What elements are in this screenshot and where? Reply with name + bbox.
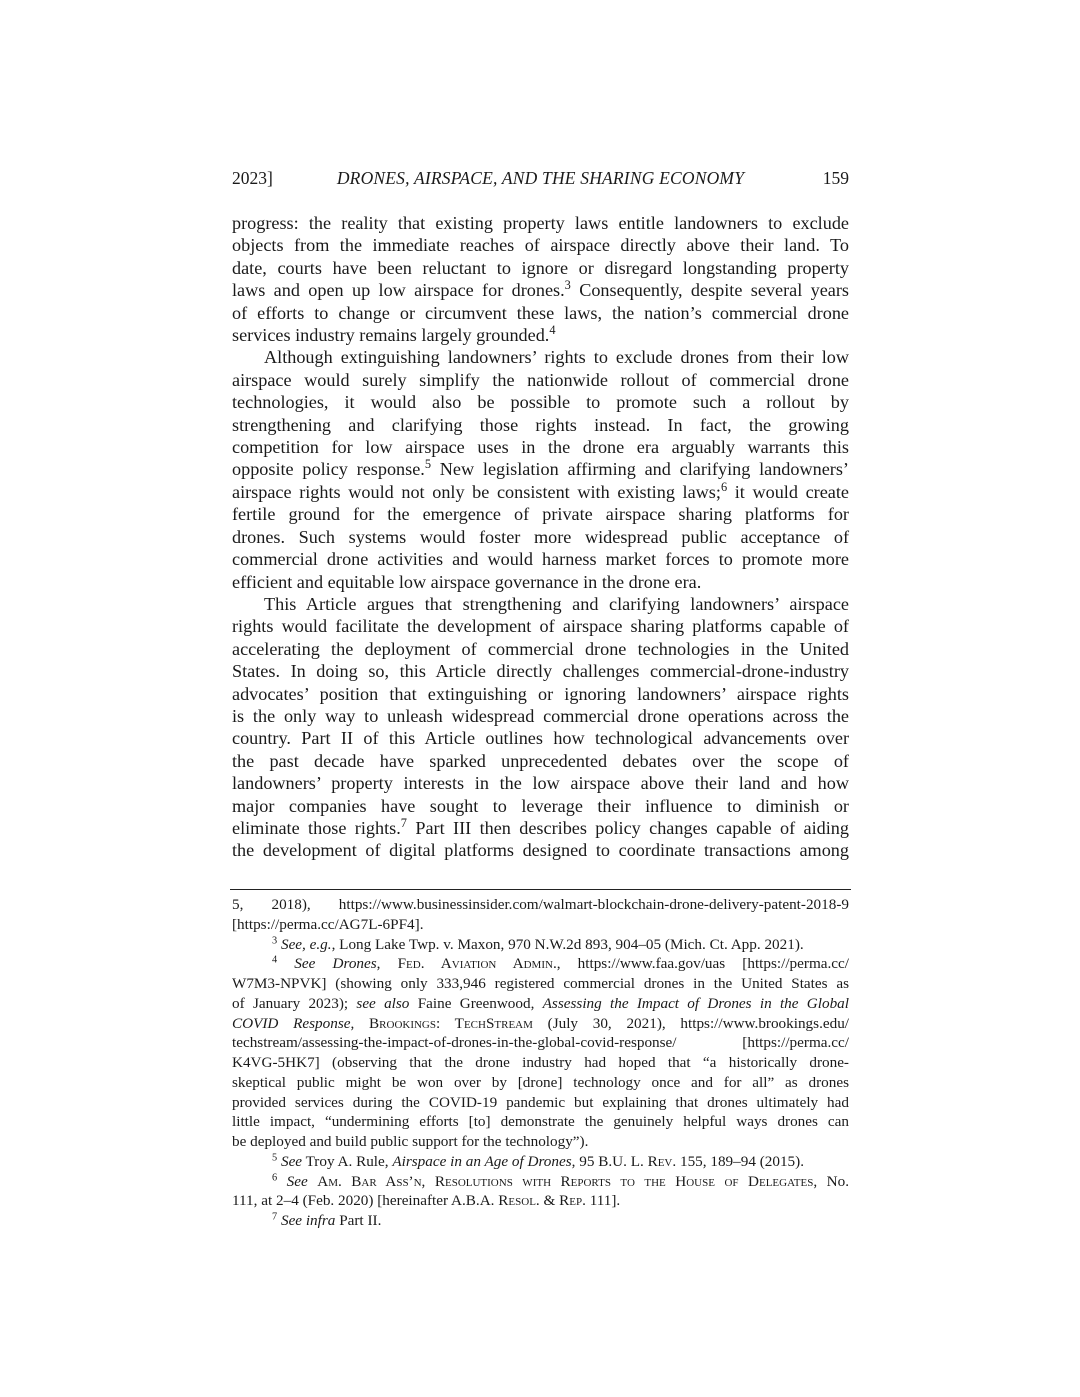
text-run: technologies, it would also be possible to promote such a rollout by: [232, 392, 849, 413]
text-line: [232, 1053, 849, 1073]
text-run: little impact, “undermining efforts [to] demonstrate the genuinely helpful ways drones can: [232, 1113, 849, 1131]
text-line: [232, 481, 849, 503]
text-line: [232, 234, 849, 256]
text-line: [232, 615, 849, 637]
text-line: [232, 1152, 849, 1172]
text-run: services industry remains largely grounded.: [232, 325, 550, 346]
text-run: Part II.: [335, 1212, 382, 1229]
text-run: opposite policy response.: [232, 459, 425, 480]
text-run: the past decade have sparked unprecedented debates over the scope of: [232, 750, 849, 771]
text-line: [232, 839, 849, 861]
text-line: [232, 1014, 849, 1034]
text-run: Although extinguishing landowners’ rights to exclude drones from their low: [264, 347, 849, 368]
text-line: [232, 727, 849, 749]
text-line: [232, 346, 849, 368]
text-line: [232, 458, 849, 480]
text-run: Part III then describes policy changes capable of aiding: [406, 817, 849, 838]
text-run: laws and open up low airspace for drones.: [232, 280, 565, 301]
text-run: (July 30, 2021), https://www.brookings.edu/: [532, 1014, 850, 1032]
footnote: [232, 935, 849, 955]
footnote: [232, 1172, 849, 1212]
text-line: [232, 772, 849, 794]
text-run: fertile ground for the emergence of private airspace sharing platforms for: [232, 504, 849, 525]
text-run: [https://perma.cc/AG7L-6PF4].: [232, 915, 424, 933]
text-run: eliminate those rights.: [232, 817, 401, 838]
footnote: [232, 895, 849, 935]
text-line: [232, 660, 849, 682]
text-run: See: [277, 1172, 308, 1190]
text-line: [232, 1112, 849, 1132]
text-run: See, e.g.: [277, 935, 332, 953]
text-run: see also: [356, 994, 410, 1012]
footnotes: [232, 895, 849, 1231]
text-run: Brookings: TechStream: [369, 1014, 533, 1032]
text-line: [232, 795, 849, 817]
text-line: [232, 1093, 849, 1113]
text-line: [232, 915, 849, 935]
text-run: drones. Such systems would foster more widespread public acceptance of: [232, 526, 849, 547]
text-run: of efforts to change or circumvent these laws, the nation’s commercial drone: [232, 302, 849, 323]
text-run: is the only way to unleash widespread commercial drone operations across the: [232, 705, 849, 726]
footnote-marker: 3: [272, 934, 278, 946]
text-run: Troy A. Rule,: [302, 1152, 393, 1170]
text-line: [232, 1132, 849, 1152]
footnote-marker: 7: [400, 816, 407, 831]
text-run: States. In doing so, this Article directly challenges commercial-drone-industry: [232, 661, 849, 682]
footnote-marker: 3: [564, 278, 571, 293]
text-line: [232, 1172, 849, 1192]
text-line: [232, 212, 849, 234]
text-run: [308, 1173, 318, 1190]
text-run: , https://www.faa.gov/uas [https://perma.cc/: [556, 955, 849, 973]
text-run: airspace rights would not only be consistent with existing laws;: [232, 481, 721, 502]
page-number: 159: [822, 168, 849, 188]
text-line: [232, 1211, 849, 1231]
text-run: Resol. & Rep.: [498, 1192, 586, 1210]
text-run: landowners’ property interests in the low airspace above their land and how: [232, 773, 849, 794]
paragraph: [232, 593, 849, 862]
footnote: [232, 1152, 849, 1172]
text-run: 111, at 2–4 (Feb. 2020) [hereinafter A.B.A.: [232, 1192, 499, 1210]
text-run: Am. Bar Ass’n, Resolutions with Reports to the House of Delegates: [317, 1172, 814, 1190]
text-run: progress: the reality that existing property laws entitle landowners to exclude: [232, 213, 849, 233]
text-run: of January 2023);: [232, 994, 357, 1012]
paragraph: [232, 346, 849, 592]
paragraph: [232, 212, 849, 346]
text-line: [232, 974, 849, 994]
text-line: [232, 414, 849, 436]
text-run: accelerating the deployment of commercial drone technologies in the United: [232, 638, 849, 659]
footnote-marker: 6: [272, 1171, 278, 1183]
text-run: Faine Greenwood,: [409, 994, 543, 1012]
text-line: [232, 436, 849, 458]
text-line: [232, 1191, 849, 1211]
text-run: major companies have sought to leverage their influence to diminish or: [232, 795, 849, 816]
text-line: [232, 593, 849, 615]
text-run: it would create: [727, 481, 849, 502]
text-line: [232, 705, 849, 727]
text-line: [232, 548, 849, 570]
text-line: [232, 257, 849, 279]
running-header: [232, 168, 849, 192]
text-run: , 95 B.U. L.: [571, 1152, 648, 1170]
text-run: be deployed and build public support for the technology”).: [232, 1133, 589, 1150]
footnote: [232, 954, 849, 1152]
body-text: [232, 212, 849, 862]
text-line: [232, 391, 849, 413]
text-line: [232, 503, 849, 525]
text-run: Consequently, despite several years: [570, 280, 850, 301]
footnote-marker: 6: [720, 480, 728, 495]
text-run: efficient and equitable low airspace governance in the drone era.: [232, 571, 702, 592]
footnote-marker: 4: [549, 323, 556, 338]
text-run: competition for low airspace uses in the drone era arguably warrants this: [232, 437, 849, 458]
footnote-divider: [230, 889, 851, 890]
text-run: advocates’ position that extinguishing or ignoring landowners’ airspace rights: [232, 683, 849, 704]
text-run: Airspace in an Age of Drones: [392, 1152, 572, 1170]
text-run: See Drones: [277, 955, 377, 973]
text-line: [232, 279, 849, 301]
text-run: New legislation affirming and clarifying landowners’: [431, 459, 849, 480]
text-run: airspace would surely simplify the nationwide rollout of commercial drone: [232, 369, 849, 390]
text-run: This Article argues that strengthening and clarifying landowners’ airspace: [264, 593, 849, 614]
text-line: [232, 935, 849, 955]
text-run: the development of digital platforms designed to coordinate transactions among: [232, 840, 849, 861]
text-line: [232, 817, 849, 839]
text-run: commercial drone activities and would harness market forces to promote more: [232, 549, 849, 570]
text-run: objects from the immediate reaches of airspace directly above their land. To: [232, 235, 849, 256]
text-line: [232, 683, 849, 705]
text-run: W7M3-NPVK] (showing only 333,946 registered commercial drones in the United States as: [232, 975, 849, 992]
text-run: 155, 189–94 (2015).: [676, 1152, 804, 1170]
text-run: skeptical public might be won over by [drone] technology once and for all” as drones: [232, 1073, 849, 1091]
text-run: See infra: [277, 1212, 336, 1229]
text-line: [232, 1073, 849, 1093]
text-run: date, courts have been reluctant to ignore or disregard longstanding property: [232, 257, 849, 278]
text-run: K4VG-5HK7] (observing that the drone industry had hoped that “a historically drone-: [232, 1054, 849, 1071]
footnote-marker: 5: [272, 1152, 278, 1164]
text-line: [232, 1033, 849, 1053]
text-line: [232, 750, 849, 772]
text-run: , No.: [813, 1172, 850, 1190]
text-run: country. Part II of this Article outlines how technological advancements over: [232, 728, 849, 749]
text-run: Assessing the Impact of Drones in the Global: [542, 994, 849, 1012]
text-line: [232, 895, 849, 915]
footnote-marker: 7: [272, 1211, 278, 1223]
text-run: strengthening and clarifying those rights instead. In fact, the growing: [232, 414, 849, 435]
text-run: Rev.: [647, 1152, 677, 1170]
text-line: [232, 324, 849, 346]
text-line: [232, 571, 849, 593]
text-run: COVID Response: [232, 1014, 351, 1032]
footnote: [232, 1211, 849, 1231]
text-run: ,: [376, 955, 398, 973]
text-line: [232, 638, 849, 660]
text-run: ,: [350, 1014, 370, 1032]
text-run: techstream/assessing-the-impact-of-drones-in-the-global-covid-response/ [https://perma.cc/: [232, 1034, 849, 1052]
text-run: 111].: [585, 1192, 621, 1210]
text-run: See: [277, 1152, 303, 1170]
running-title: DRONES, AIRSPACE, AND THE SHARING ECONOMY: [336, 168, 745, 188]
text-run: , Long Lake Twp. v. Maxon, 970 N.W.2d 893, 904–05 (Mich. Ct. App. 2021).: [331, 935, 804, 953]
text-line: [232, 369, 849, 391]
footnote-marker: 5: [424, 457, 432, 472]
text-run: Fed. Aviation Admin.: [397, 955, 557, 973]
volume-year: 2023]: [232, 168, 273, 188]
text-line: [232, 302, 849, 324]
footnote-marker: 4: [272, 954, 278, 966]
text-line: [232, 994, 849, 1014]
text-line: [232, 954, 849, 974]
text-line: [232, 526, 849, 548]
text-run: rights would facilitate the development of airspace sharing platforms capable of: [232, 616, 849, 637]
text-run: 5, 2018), https://www.businessinsider.com/walmart-blockchain-drone-delivery-patent-2018-9: [232, 896, 849, 913]
text-run: provided services during the COVID-19 pandemic but explaining that drones ultimately had: [232, 1093, 849, 1111]
